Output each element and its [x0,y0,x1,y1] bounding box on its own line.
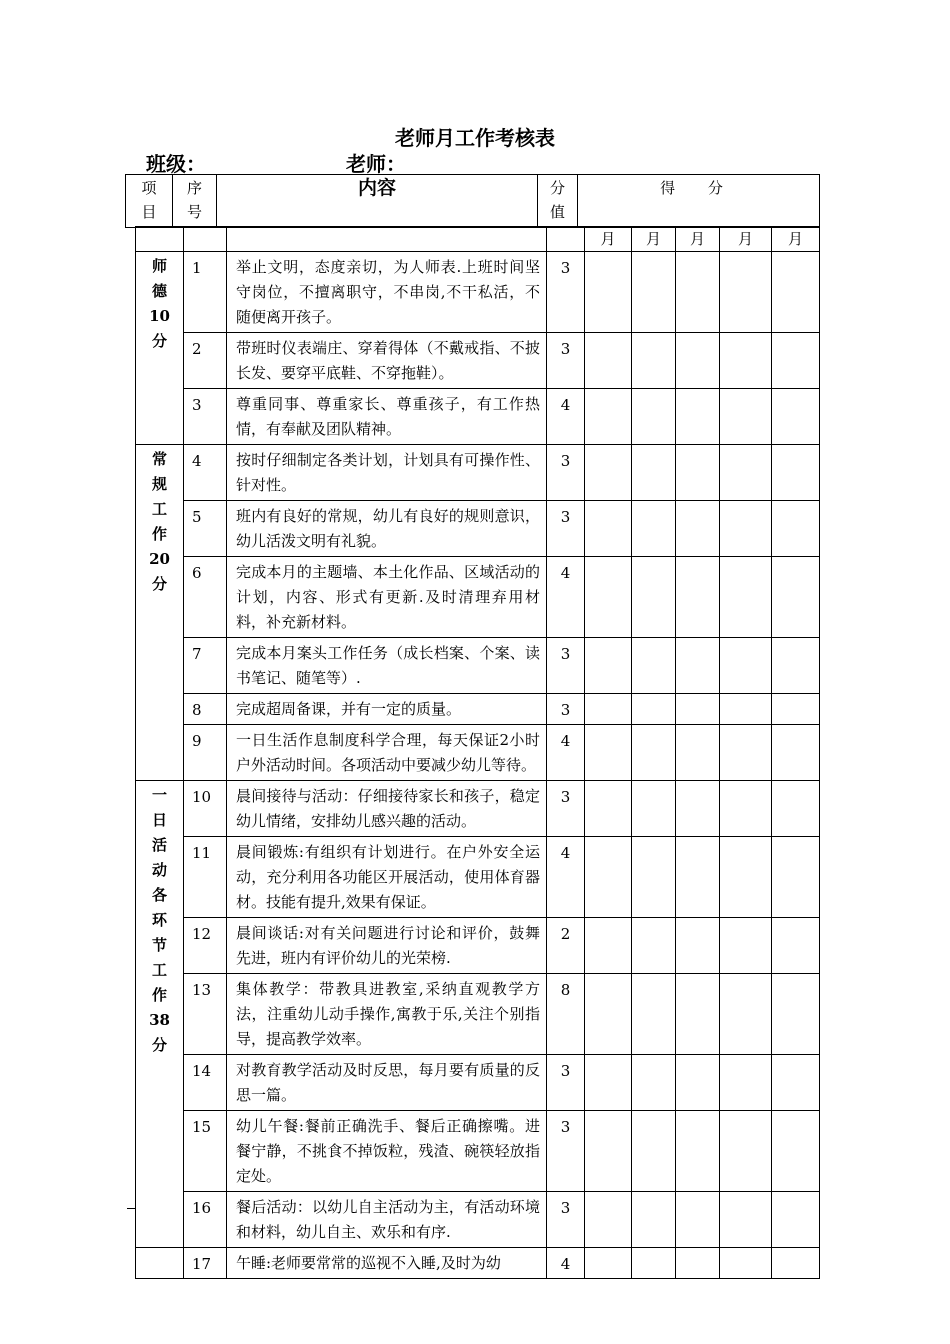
score-cell-month-4[interactable] [720,445,772,501]
item-points: 4 [547,725,585,781]
score-cell-month-5[interactable] [772,837,820,918]
item-number: 12 [184,918,227,974]
item-number: 8 [184,694,227,725]
header-category [126,175,173,228]
item-number: 16 [184,1192,227,1248]
item-content: 完成本月的主题墙、本土化作品、区域活动的计划，内容、形式有更新.及时清理弃用材料，补充新材料。 [227,557,547,638]
score-cell-month-2[interactable] [632,389,676,445]
item-points: 8 [547,974,585,1055]
score-cell-month-4[interactable] [720,694,772,725]
item-points: 3 [547,638,585,694]
item-number: 9 [184,725,227,781]
score-cell-month-4[interactable] [720,252,772,333]
score-cell-month-5[interactable] [772,1248,820,1279]
item-content: 带班时仪表端庄、穿着得体（不戴戒指、不披长发、要穿平底鞋、不穿拖鞋）。 [227,333,547,389]
category-cell [136,445,184,781]
category-cell [136,781,184,1248]
score-cell-month-2[interactable] [632,1192,676,1248]
score-cell-month-4[interactable] [720,1248,772,1279]
item-points: 3 [547,333,585,389]
score-cell-month-3[interactable] [676,837,720,918]
score-cell-month-2[interactable] [632,837,676,918]
header-content: 内容 [217,175,538,228]
item-content: 晨间锻炼:有组织有计划进行。在户外安全运动，充分利用各功能区开展活动，使用体育器材。技能有提升,效果有保证。 [227,837,547,918]
header-score: 得 分 [578,175,820,228]
category-char: 规 [151,475,167,493]
score-cell-month-2[interactable] [632,501,676,557]
item-content: 尊重同事、尊重家长、尊重孩子，有工作热情，有奉献及团队精神。 [227,389,547,445]
category-char: 活 [151,836,167,854]
category-char: 分 [151,332,167,350]
item-number: 7 [184,638,227,694]
table-row [136,557,820,638]
item-content: 晨间接待与活动：仔细接待家长和孩子，稳定幼儿情绪，安排幼儿感兴趣的活动。 [227,781,547,837]
score-cell-month-2[interactable] [632,1248,676,1279]
item-points: 2 [547,918,585,974]
score-cell-month-1[interactable] [585,725,632,781]
header-points-text: 分 值 [549,179,565,221]
item-content: 集体教学：带教具进教室,采纳直观教学方法，注重幼儿动手操作,寓教于乐,关注个别指导，提高教学效率。 [227,974,547,1055]
item-content: 完成超周备课，并有一定的质量。 [227,694,547,725]
score-cell-month-5[interactable] [772,918,820,974]
score-cell-month-5[interactable] [772,252,820,333]
item-points: 4 [547,557,585,638]
blank-cell [227,227,547,252]
score-cell-month-3[interactable] [676,781,720,837]
blank-cell [184,227,227,252]
item-number: 5 [184,501,227,557]
item-content: 按时仔细制定各类计划，计划具有可操作性、针对性。 [227,445,547,501]
score-cell-month-5[interactable] [772,1055,820,1111]
item-points: 3 [547,445,585,501]
score-cell-month-1[interactable] [585,333,632,389]
category-char: 作 [151,986,167,1004]
blank-cell [136,227,184,252]
category-char: 常 [151,450,167,468]
category-cell [136,252,184,445]
month-header-1: 月 [585,227,632,252]
score-cell-month-1[interactable] [585,837,632,918]
category-char: 日 [151,811,167,829]
score-cell-month-3[interactable] [676,389,720,445]
category-cell-empty [136,1248,184,1279]
score-cell-month-4[interactable] [720,781,772,837]
category-char: 作 [151,525,167,543]
score-cell-month-5[interactable] [772,725,820,781]
score-cell-month-1[interactable] [585,781,632,837]
category-char: 工 [151,500,167,518]
score-cell-month-1[interactable] [585,557,632,638]
score-cell-month-2[interactable] [632,1055,676,1111]
score-cell-month-2[interactable] [632,918,676,974]
score-cell-month-5[interactable] [772,333,820,389]
table-row [136,1192,820,1248]
class-label: 班级： [146,152,206,176]
score-cell-month-2[interactable] [632,694,676,725]
month-header-5: 月 [772,227,820,252]
table-row [136,252,820,333]
score-cell-month-2[interactable] [632,557,676,638]
month-header-4: 月 [720,227,772,252]
item-content: 餐后活动：以幼儿自主活动为主，有活动环境和材料，幼儿自主、欢乐和有序. [227,1192,547,1248]
score-cell-month-5[interactable] [772,1192,820,1248]
score-cell-month-2[interactable] [632,725,676,781]
month-header-2: 月 [632,227,676,252]
table-row [136,333,820,389]
score-cell-month-1[interactable] [585,1055,632,1111]
item-points: 3 [547,252,585,333]
category-char: 分 [151,1036,167,1054]
score-cell-month-2[interactable] [632,333,676,389]
item-number: 11 [184,837,227,918]
score-cell-month-2[interactable] [632,252,676,333]
header-number [173,175,217,228]
category-char: 环 [151,911,167,929]
table-row [136,1111,820,1192]
item-content: 午睡:老师要常常的巡视不入睡,及时为幼 [227,1248,547,1279]
score-cell-month-1[interactable] [585,918,632,974]
item-points: 4 [547,1248,585,1279]
item-points: 3 [547,694,585,725]
category-char: 20 [149,550,170,568]
item-content: 举止文明，态度亲切，为人师表.上班时间坚守岗位，不擅离职守，不串岗,不干私活，不随便离开孩子。 [227,252,547,333]
item-content: 班内有良好的常规，幼儿有良好的规则意识，幼儿活泼文明有礼貌。 [227,501,547,557]
score-cell-month-3[interactable] [676,1248,720,1279]
item-content: 完成本月案头工作任务（成长档案、个案、读书笔记、随笔等）. [227,638,547,694]
score-cell-month-5[interactable] [772,445,820,501]
score-cell-month-5[interactable] [772,638,820,694]
score-cell-month-2[interactable] [632,781,676,837]
score-cell-month-3[interactable] [676,445,720,501]
score-cell-month-3[interactable] [676,638,720,694]
category-char: 10 [149,307,170,325]
score-cell-month-4[interactable] [720,974,772,1055]
table-row [136,1055,820,1111]
category-char: 工 [151,961,167,979]
item-content: 对教育教学活动及时反思，每月要有质量的反思一篇。 [227,1055,547,1111]
header-number-text: 序 号 [186,179,202,221]
item-points: 3 [547,1055,585,1111]
category-char: 动 [151,861,167,879]
item-number: 1 [184,252,227,333]
score-cell-month-3[interactable] [676,252,720,333]
header-category-text: 项 目 [141,179,157,221]
category-char: 分 [151,575,167,593]
table-row [136,694,820,725]
score-cell-month-4[interactable] [720,333,772,389]
score-cell-month-1[interactable] [585,694,632,725]
score-cell-month-5[interactable] [772,389,820,445]
category-char: 各 [151,886,167,904]
month-header-3: 月 [676,227,720,252]
table-row [136,389,820,445]
category-char: 节 [151,936,167,954]
score-cell-month-1[interactable] [585,445,632,501]
score-cell-month-4[interactable] [720,918,772,974]
item-number: 17 [184,1248,227,1279]
score-cell-month-4[interactable] [720,501,772,557]
score-cell-month-4[interactable] [720,837,772,918]
page-edge-mark [127,1208,135,1209]
score-cell-month-4[interactable] [720,389,772,445]
page-title: 老师月工作考核表 [395,126,555,150]
score-cell-month-3[interactable] [676,1111,720,1192]
item-content: 晨间谈话:对有关问题进行讨论和评价，鼓舞先进，班内有评价幼儿的光荣榜. [227,918,547,974]
score-cell-month-4[interactable] [720,1111,772,1192]
score-cell-month-1[interactable] [585,389,632,445]
score-cell-month-5[interactable] [772,974,820,1055]
score-cell-month-3[interactable] [676,333,720,389]
score-cell-month-1[interactable] [585,252,632,333]
score-cell-month-4[interactable] [720,638,772,694]
header-table [125,174,820,228]
item-points: 3 [547,1192,585,1248]
item-number: 10 [184,781,227,837]
item-number: 2 [184,333,227,389]
score-cell-month-4[interactable] [720,557,772,638]
score-cell-month-1[interactable] [585,501,632,557]
item-number: 14 [184,1055,227,1111]
item-number: 3 [184,389,227,445]
table-row [136,781,820,837]
teacher-label: 老师： [346,152,406,176]
score-cell-month-5[interactable] [772,694,820,725]
item-content: 一日生活作息制度科学合理，每天保证2小时户外活动时间。各项活动中要减少幼儿等待。 [227,725,547,781]
item-points: 4 [547,837,585,918]
score-cell-month-2[interactable] [632,445,676,501]
score-cell-month-3[interactable] [676,974,720,1055]
score-cell-month-1[interactable] [585,638,632,694]
score-cell-month-3[interactable] [676,918,720,974]
category-char: 师 [151,257,167,275]
item-number: 13 [184,974,227,1055]
score-cell-month-5[interactable] [772,501,820,557]
item-points: 3 [547,1111,585,1192]
header-points [538,175,578,228]
score-cell-month-2[interactable] [632,1111,676,1192]
score-cell-month-5[interactable] [772,557,820,638]
category-char: 38 [149,1011,170,1029]
item-content: 幼儿午餐:餐前正确洗手、餐后正确擦嘴。进餐宁静，不挑食不掉饭粒，残渣、碗筷轻放指定处。 [227,1111,547,1192]
table-row [136,1248,820,1279]
blank-cell [547,227,585,252]
table-row [136,725,820,781]
header-row [126,175,820,228]
table-row [136,837,820,918]
score-cell-month-1[interactable] [585,974,632,1055]
score-cell-month-3[interactable] [676,1055,720,1111]
month-row [136,227,820,252]
score-cell-month-2[interactable] [632,638,676,694]
item-number: 6 [184,557,227,638]
score-cell-month-5[interactable] [772,1111,820,1192]
table-row [136,638,820,694]
table-row [136,501,820,557]
table-row [136,918,820,974]
score-cell-month-3[interactable] [676,557,720,638]
table-row [136,445,820,501]
score-cell-month-5[interactable] [772,781,820,837]
score-cell-month-3[interactable] [676,501,720,557]
score-cell-month-1[interactable] [585,1192,632,1248]
assessment-table [135,226,820,1279]
score-cell-month-3[interactable] [676,1192,720,1248]
item-points: 4 [547,389,585,445]
score-cell-month-4[interactable] [720,1055,772,1111]
score-cell-month-3[interactable] [676,725,720,781]
score-cell-month-1[interactable] [585,1111,632,1192]
category-char: 德 [151,282,167,300]
item-number: 4 [184,445,227,501]
score-cell-month-4[interactable] [720,725,772,781]
table-row [136,974,820,1055]
category-char: 一 [151,786,167,804]
score-cell-month-1[interactable] [585,1248,632,1279]
item-points: 3 [547,781,585,837]
item-number: 15 [184,1111,227,1192]
score-cell-month-4[interactable] [720,1192,772,1248]
item-points: 3 [547,501,585,557]
score-cell-month-3[interactable] [676,694,720,725]
score-cell-month-2[interactable] [632,974,676,1055]
